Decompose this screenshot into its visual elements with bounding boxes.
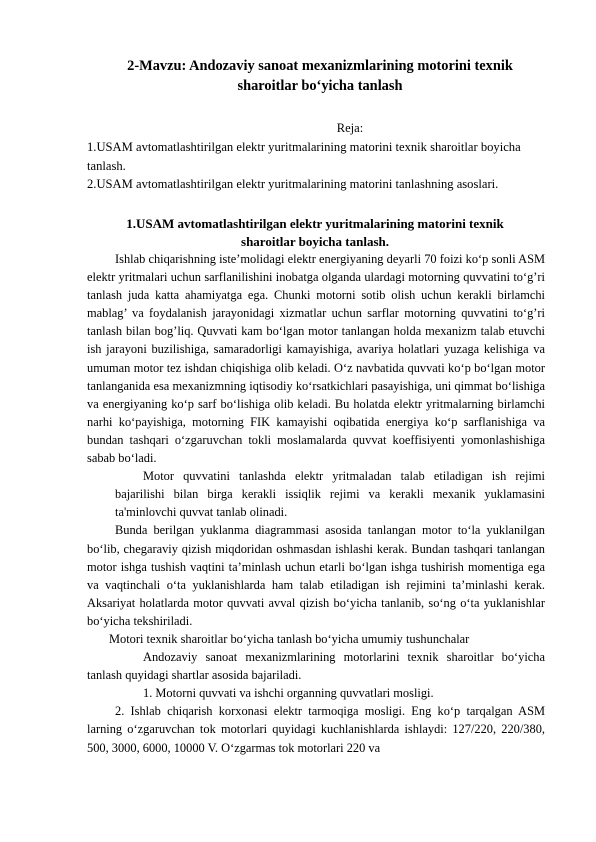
document-title	[95, 56, 545, 96]
body-text	[87, 250, 545, 757]
paragraph-3: Bunda berilgan yuklanma diagrammasi asosida tanlangan motor to‘la yuklanilgan bo‘lib, chegaraviy qizish miqdoridan oshmasdan ishlashi kerak. Bundan tashqari tanlangan motor ishga tushish vaqtini ta’minlash uchun etarli bo‘lgan ishga tushirish momentiga ega va vaqtinchali o‘ta yuklanishlarda ham talab etiladigan ish rejimini ta’minlashi kerak. Aksariyat holatlarda motor quvvati avval qizish bo‘yicha tanlanib, so‘ng o‘ta yuklanishlar bo‘yicha tekshiriladi.	[87, 523, 545, 628]
title-line-1: 2-Mavzu: Andozaviy sanoat mexanizmlarining motorini texnik	[127, 58, 513, 74]
paragraph-2: Motor quvvatini tanlashda elektr yritmaladan talab etiladigan ish rejimi bajarilishi bilan birga kerakli issiqlik rejimi va kerakli mexanik yuklamasini ta'minlovchi quvvat tanlab olinadi.	[115, 469, 545, 520]
plan-heading: Reja:	[336, 121, 364, 135]
paragraph-7: 2. Ishlab chiqarish korxonasi elektr tarmoqiga mosligi. Eng ko‘p tarqalgan ASM larning o‘zgaruvchan tok motorlari quyidagi kuchlanishlarda ishlaydi: 127/220, 220/380, 500, 3000, 6000, 10000 V. O‘zgarmas tok motorlari 220 va	[87, 704, 545, 755]
paragraph-4: Motori texnik sharoitlar bo‘yicha tanlash bo‘yicha umumiy tushunchalar	[109, 631, 470, 646]
paragraph-5: Andozaviy sanoat mexanizmlarining motorlarini texnik sharoitlar bo‘yicha tanlash quyidagi shartlar asosida bajariladi.	[87, 650, 545, 683]
plan-list	[87, 138, 557, 194]
title-line-2: sharoitlar bo‘yicha tanlash	[237, 78, 403, 94]
section-heading-line-1: 1.USAM avtomatlashtirilgan elektr yuritmalarining matorini texnik	[126, 216, 504, 231]
plan-item-2: 2.USAM avtomatlashtirilgan elektr yuritmalarining matorini tanlashning asoslari.	[87, 177, 499, 192]
section-heading-line-2: sharoitlar boyicha tanlash.	[241, 234, 389, 249]
section-heading	[90, 215, 540, 251]
plan-item-1: 1.USAM avtomatlashtirilgan elektr yuritmalarining matorini texnik sharoitlar boyicha tanlash.	[87, 140, 521, 173]
paragraph-6: 1. Motorni quvvati va ishchi organning quvvatlari mosligi.	[143, 686, 434, 701]
paragraph-1: Ishlab chiqarishning iste’molidagi elektr energiyaning deyarli 70 foizi ko‘p sonli ASM elektr yritmalari uchun sarflanilishini inobatga olganda ulardagi motorning quvvatini to‘g’ri tanlash juda katta ahamiyatga ega. Chunki motorni sotib olish uchun kerakli birlamchi mablag’ va foydalanish jarayonidagi xizmatlar uchun sarflar motorning quvvatini to‘g’ri tanlash bilan bog’liq. Quvvati kam bo‘lgan motor tanlangan holda mexanizm talab etuvchi ish jarayoni buzilishiga, samaradorligi kamayishiga, avariya holatlari yuzaga kelishiga va umuman motor tez ishdan chiqishiga olib keladi. O‘z navbatida quvvati ko‘p bo‘lgan motor tanlanganida esa mexanizmning iqtisodiy ko‘rsatkichlari pasayishiga, uni qimmat bo‘lishiga va energiyaning ko‘p sarf bo‘lishiga olib keladi. Bu holatda elektr yritmalarning birlamchi narhi ko‘payishiga, motorning FIK kamayishi oqibatida energiya ko‘p sarflanishiga va bundan tashqari o‘zgaruvchan tokli moslamalarda quvvat koeffisiyenti yomonlashishiga sabab bo‘ladi.	[87, 252, 545, 466]
